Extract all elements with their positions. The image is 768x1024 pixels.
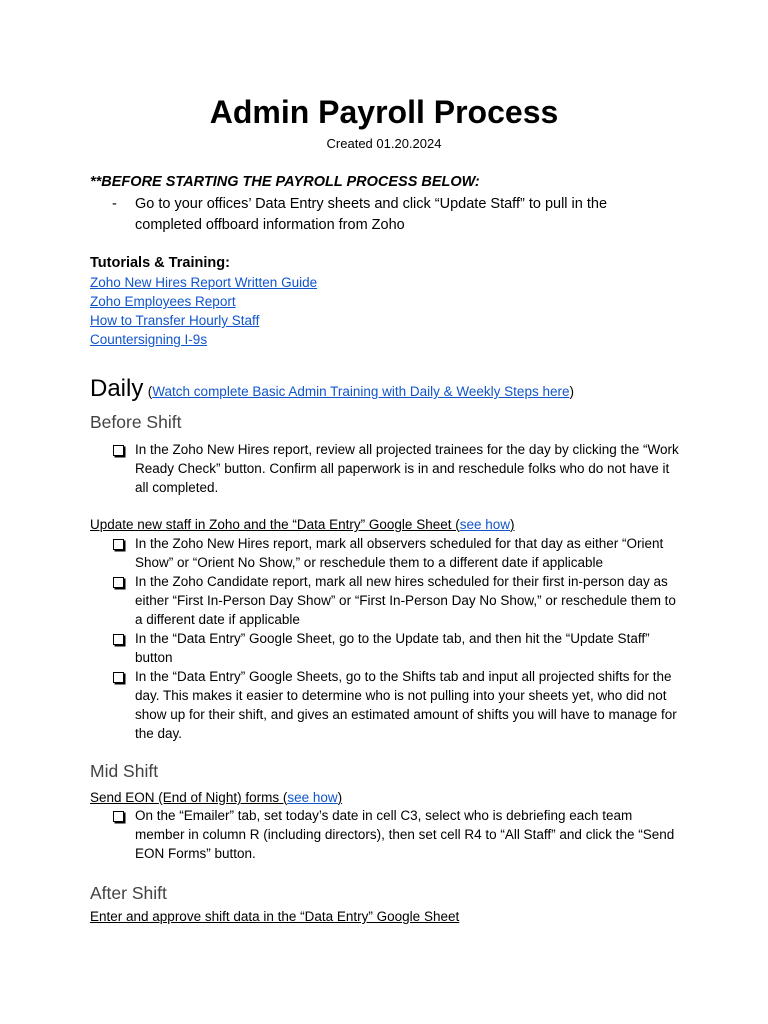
daily-section-heading xyxy=(90,374,574,404)
after-shift-subheading: Enter and approve shift data in the “Data Entry” Google Sheet xyxy=(90,909,460,924)
list-item xyxy=(90,292,317,311)
before-starting-item xyxy=(90,194,660,236)
mid-shift-subheading xyxy=(90,788,342,807)
checklist-item-text: In the Zoho Candidate report, mark all new hires scheduled for their first in-person day as either “First In-Person Day Show” or “First In-Person Day No Show,” or reschedule them to a different date if applicable xyxy=(135,574,676,627)
checkbox-icon[interactable] xyxy=(113,577,124,588)
dash-bullet: - xyxy=(112,196,117,212)
checklist-item xyxy=(90,572,680,629)
checklist-item xyxy=(90,629,680,667)
checkbox-icon[interactable] xyxy=(113,811,124,822)
checklist-item xyxy=(90,440,680,497)
before-starting-text: Go to your offices’ Data Entry sheets and click “Update Staff” to pull in the completed offboard information from Zoho xyxy=(135,196,608,233)
before-starting-heading: **BEFORE STARTING THE PAYROLL PROCESS BELOW: xyxy=(90,174,480,190)
page-title: Admin Payroll Process xyxy=(209,94,559,130)
checklist-item xyxy=(90,806,680,863)
checklist-item-text: In the “Data Entry” Google Sheets, go to the Shifts tab and input all projected shifts for the day. This makes it easier to determine who is not pulling into your sheets yet, who did not show up for their shift, and gives an estimated amount of shifts you will have to manage for the day. xyxy=(135,669,677,741)
checklist-item-text: On the “Emailer” tab, set today’s date in cell C3, select who is debriefing each team member in column R (including directors), then set cell R4 to “All Staff” and click the “Send EON Forms” button. xyxy=(135,808,675,861)
mid-shift-checklist xyxy=(90,806,680,863)
checklist-item xyxy=(90,667,680,743)
update-staff-heading-text: Update new staff in Zoho and the “Data Entry” Google Sheet ( xyxy=(90,517,460,532)
tutorial-link-countersigning[interactable]: Countersigning I-9s xyxy=(90,332,208,347)
checkbox-icon[interactable] xyxy=(113,539,124,550)
daily-training-link[interactable]: Watch complete Basic Admin Training with Daily & Weekly Steps here xyxy=(152,384,570,399)
list-item xyxy=(90,330,317,349)
list-item xyxy=(90,273,317,292)
created-date: Created 01.20.2024 xyxy=(326,136,442,151)
checkbox-icon[interactable] xyxy=(113,672,124,683)
checkbox-icon[interactable] xyxy=(113,634,124,645)
tutorial-link-new-hires[interactable]: Zoho New Hires Report Written Guide xyxy=(90,275,318,290)
checkbox-icon[interactable] xyxy=(113,445,124,456)
checklist-item-text: In the Zoho New Hires report, mark all observers scheduled for that day as either “Orient Show” or “Orient No Show,” or reschedule them to a different date if applicable xyxy=(135,536,664,570)
checklist-item-text: In the “Data Entry” Google Sheet, go to the Update tab, and then hit the “Update Staff” button xyxy=(135,631,650,665)
before-shift-heading: Before Shift xyxy=(90,412,182,432)
checklist-item xyxy=(90,534,680,572)
mid-shift-subheading-text: Send EON (End of Night) forms ( xyxy=(90,790,288,805)
tutorial-link-transfer-hourly[interactable]: How to Transfer Hourly Staff xyxy=(90,313,260,328)
mid-shift-see-how-link[interactable]: see how xyxy=(287,790,338,805)
update-staff-checklist xyxy=(90,534,680,743)
after-shift-heading: After Shift xyxy=(90,883,167,903)
mid-shift-close-paren: ) xyxy=(337,790,343,805)
checklist-item-text: In the Zoho New Hires report, review all projected trainees for the day by clicking the “Work Ready Check” button. Confirm all paperwork is in and reschedule folks who do not have it all completed. xyxy=(135,442,679,495)
mid-shift-heading: Mid Shift xyxy=(90,761,159,781)
update-staff-subheading xyxy=(90,515,515,534)
daily-paren-open: ( xyxy=(147,384,153,399)
list-item xyxy=(90,311,317,330)
daily-paren-close: ) xyxy=(569,384,574,399)
tutorials-heading: Tutorials & Training: xyxy=(90,255,230,271)
update-staff-see-how-link[interactable]: see how xyxy=(459,517,511,532)
update-staff-close-paren: ) xyxy=(510,517,515,532)
tutorial-link-employees-report[interactable]: Zoho Employees Report xyxy=(90,294,236,309)
tutorials-list xyxy=(90,273,317,349)
daily-heading: Daily xyxy=(90,375,144,402)
before-shift-checklist xyxy=(90,440,680,497)
